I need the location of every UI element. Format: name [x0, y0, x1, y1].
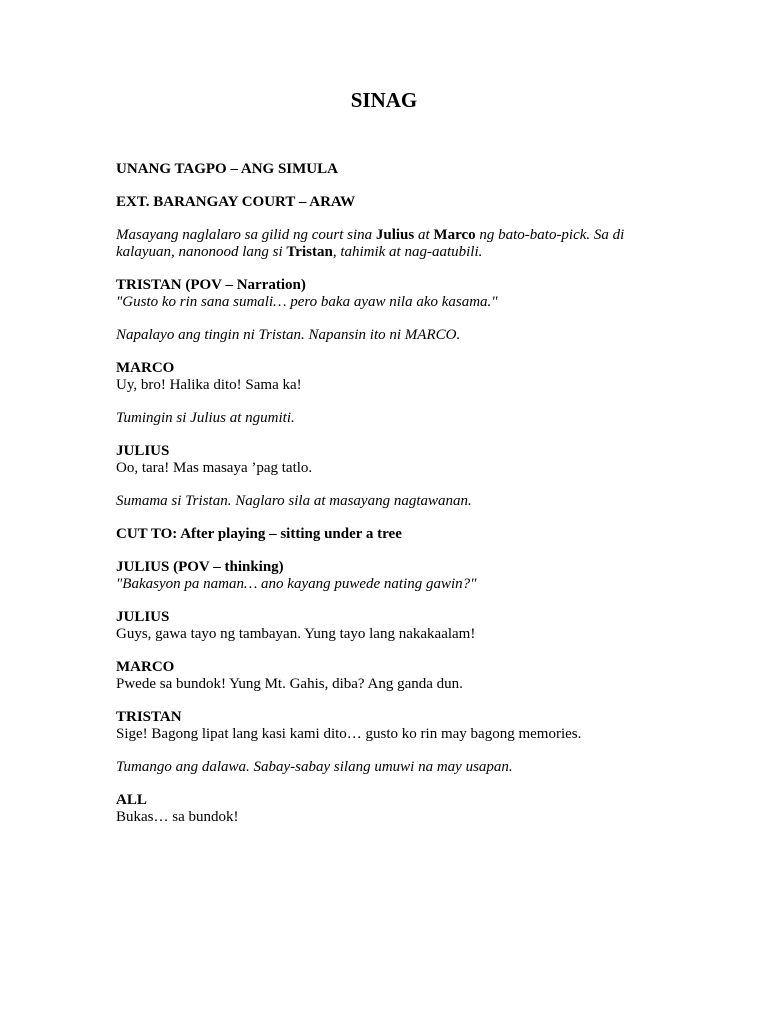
dialogue-line: "Bakasyon pa naman… ano kayang puwede nating gawin?" — [116, 576, 477, 592]
document-title: SINAG — [350, 88, 418, 112]
dialogue-line: Oo, tara! Mas masaya ’pag tatlo. — [116, 460, 313, 476]
character-cue: TRISTAN (POV – Narration) — [116, 277, 306, 293]
dialogue-block — [116, 659, 656, 693]
character-cue: JULIUS — [116, 443, 170, 459]
character-cue: ALL — [116, 792, 147, 808]
scene-location: EXT. BARANGAY COURT – ARAW — [116, 194, 356, 210]
transition: CUT TO: After playing – sitting under a tree — [116, 526, 402, 542]
action-text: ng bato-bato-pick. Sa di — [475, 227, 625, 243]
character-name-julius: Julius — [375, 227, 415, 243]
action-line: Sumama si Tristan. Naglaro sila at masayang nagtawanan. — [116, 493, 472, 509]
dialogue-block — [116, 443, 656, 477]
script-body — [116, 161, 656, 842]
action-text: at — [414, 227, 434, 243]
action-line: Tumingin si Julius at ngumiti. — [116, 410, 295, 426]
character-cue: JULIUS (POV – thinking) — [116, 559, 284, 575]
dialogue-block — [116, 277, 656, 311]
dialogue-line: "Gusto ko rin sana sumali… pero baka ayaw nila ako kasama." — [116, 294, 498, 310]
character-name-marco: Marco — [433, 227, 476, 243]
action-text: Masayang naglalaro sa gilid ng court sina — [116, 227, 376, 243]
character-cue: TRISTAN — [116, 709, 182, 725]
dialogue-block — [116, 360, 656, 394]
dialogue-line: Pwede sa bundok! Yung Mt. Gahis, diba? Ang ganda dun. — [116, 676, 463, 692]
action-line: Tumango ang dalawa. Sabay-sabay silang umuwi na may usapan. — [116, 759, 513, 775]
character-name-tristan: Tristan — [286, 244, 333, 260]
dialogue-line: Uy, bro! Halika dito! Sama ka! — [116, 377, 302, 393]
action-line: Napalayo ang tingin ni Tristan. Napansin ito ni MARCO. — [116, 327, 461, 343]
dialogue-block — [116, 559, 656, 593]
scene-heading: UNANG TAGPO – ANG SIMULA — [116, 161, 338, 177]
action-text: kalayuan, nanonood lang si — [116, 244, 287, 260]
dialogue-line: Guys, gawa tayo ng tambayan. Yung tayo lang nakakaalam! — [116, 626, 476, 642]
dialogue-line: Sige! Bagong lipat lang kasi kami dito… gusto ko rin may bagong memories. — [116, 726, 582, 742]
dialogue-line: Bukas… sa bundok! — [116, 809, 239, 825]
dialogue-block — [116, 709, 656, 743]
character-cue: MARCO — [116, 659, 175, 675]
dialogue-block — [116, 609, 656, 643]
dialogue-block — [116, 792, 656, 826]
character-cue: JULIUS — [116, 609, 170, 625]
character-cue: MARCO — [116, 360, 175, 376]
action-line — [116, 227, 656, 261]
action-text: , tahimik at nag-aatubili. — [332, 244, 483, 260]
